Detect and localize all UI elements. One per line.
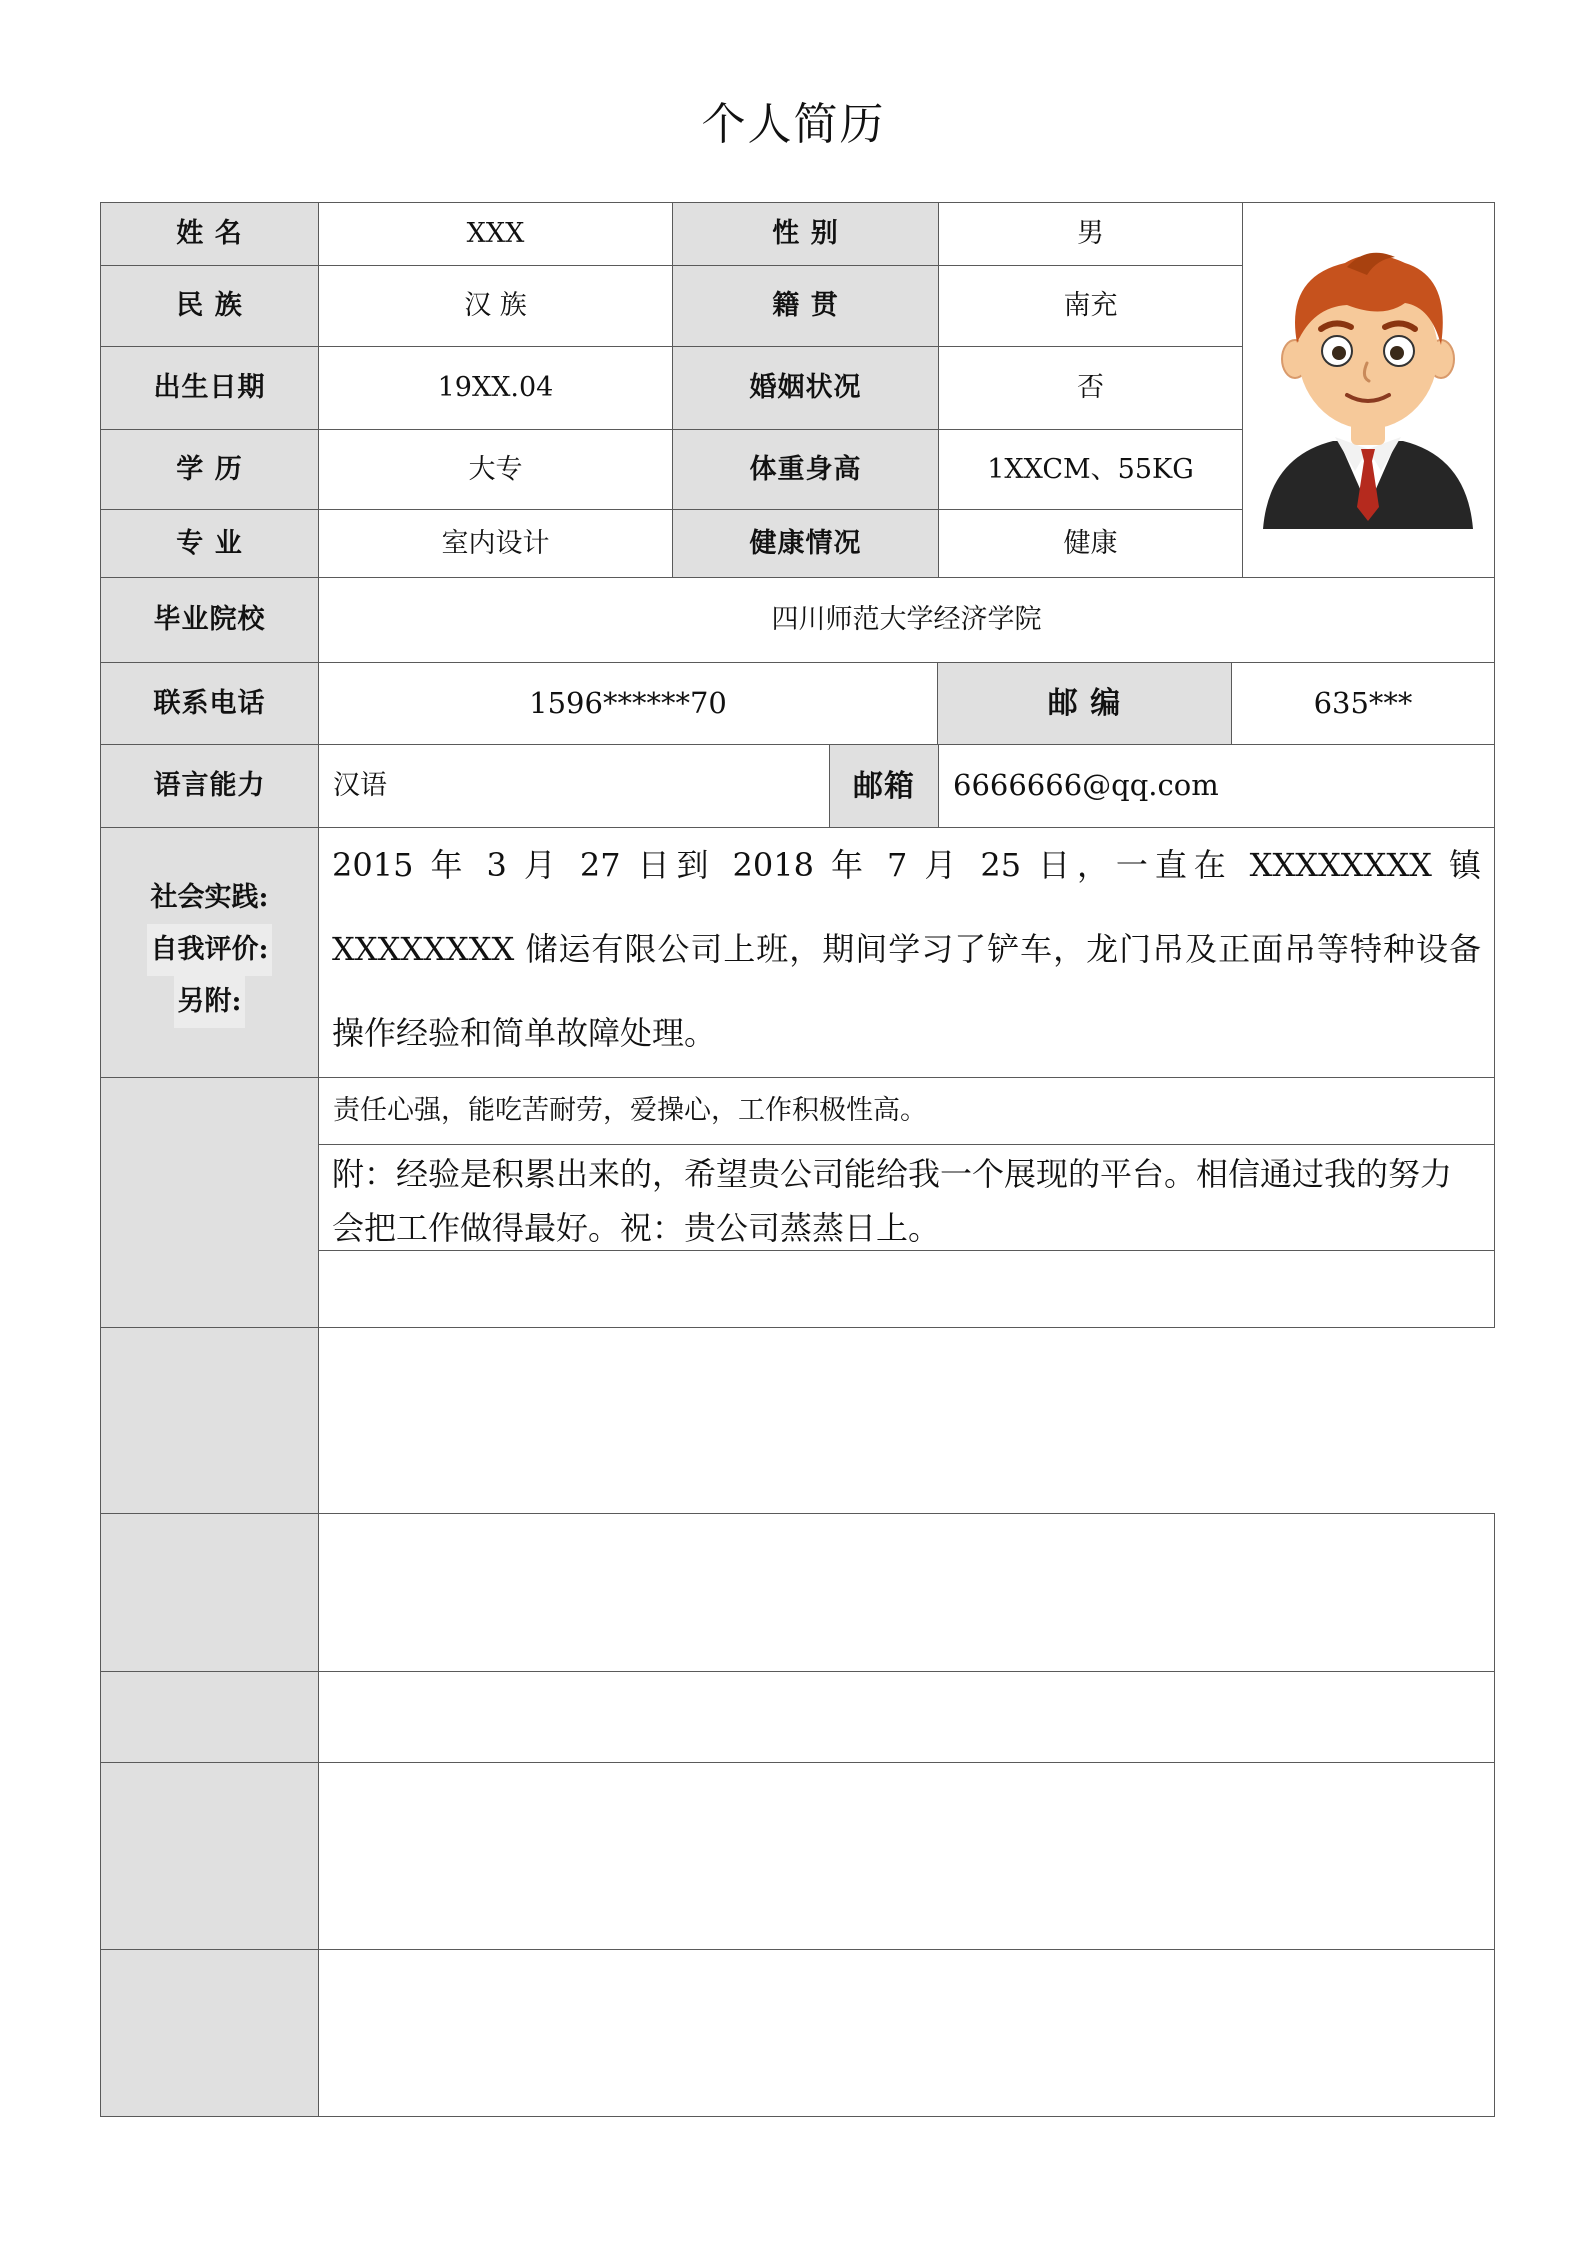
appendix-text: 附：经验是积累出来的，希望贵公司能给我一个展现的平台。相信通过我的努力会把工作做得最好。祝：贵公司蒸蒸日上。	[332, 1155, 1453, 1247]
section-label-stack	[100, 872, 319, 1028]
health-label: 健康情况	[672, 509, 939, 578]
gender-label: 性 别	[672, 202, 939, 266]
ethnicity-label: 民 族	[100, 265, 319, 347]
self-eval-label: 自我评价:	[147, 924, 273, 976]
practice-label: 社会实践:	[150, 882, 269, 913]
blank-label-5	[100, 1762, 319, 1950]
self-eval-text: 责任心强，能吃苦耐劳，爱操心，工作积极性高。	[333, 1095, 927, 1127]
blank-label-1	[100, 1077, 319, 1328]
blank-value-2	[318, 1327, 1495, 1514]
ethnicity-value: 汉 族	[318, 265, 673, 347]
major-label: 专 业	[100, 509, 319, 578]
birth-label: 出生日期	[100, 346, 319, 430]
gender-value: 男	[938, 202, 1243, 266]
marital-value: 否	[938, 346, 1243, 430]
blank-label-4	[100, 1671, 319, 1763]
origin-value: 南充	[938, 265, 1243, 347]
blank-value-5	[318, 1762, 1495, 1950]
cartoon-businessman-avatar-icon	[1255, 245, 1481, 532]
blank-value-6	[318, 1949, 1495, 2117]
school-label: 毕业院校	[100, 577, 319, 663]
postcode-value: 635***	[1231, 662, 1495, 745]
school-value: 四川师范大学经济学院	[318, 577, 1495, 663]
postcode-label: 邮 编	[937, 662, 1232, 745]
phone-label: 联系电话	[100, 662, 319, 745]
language-label: 语言能力	[100, 744, 319, 828]
email-label: 邮箱	[829, 744, 939, 828]
practice-text: 2015 年 3 月 27 日到 2018 年 7 月 25 日，一直在 XXXXXXXX 镇 XXXXXXXX 储运有限公司上班，期间学习了铲车，龙门吊及正面吊等特种设备操作经验和简单故障处理。	[332, 846, 1481, 1052]
major-value: 室内设计	[318, 509, 673, 578]
page-title: 个人简历	[701, 99, 886, 150]
education-value: 大专	[318, 429, 673, 510]
marital-label: 婚姻状况	[672, 346, 939, 430]
blank-label-3	[100, 1513, 319, 1672]
body-value: 1XXCM、55KG	[938, 429, 1243, 510]
body-label: 体重身高	[672, 429, 939, 510]
name-label: 姓 名	[100, 202, 319, 266]
appendix-label: 另附:	[174, 976, 246, 1028]
health-value: 健康	[938, 509, 1243, 578]
blank-value-1	[318, 1250, 1495, 1328]
name-value: XXX	[318, 202, 673, 266]
blank-label-6	[100, 1949, 319, 2117]
phone-value: 1596******70	[318, 662, 938, 745]
self-eval-cell	[318, 1077, 1495, 1145]
email-value: 6666666@qq.com	[938, 744, 1495, 828]
blank-value-3	[318, 1513, 1495, 1672]
language-value: 汉语	[318, 744, 830, 828]
birth-value: 19XX.04	[318, 346, 673, 430]
blank-value-4	[318, 1671, 1495, 1763]
education-label: 学 历	[100, 429, 319, 510]
origin-label: 籍 贯	[672, 265, 939, 347]
blank-label-2	[100, 1327, 319, 1514]
